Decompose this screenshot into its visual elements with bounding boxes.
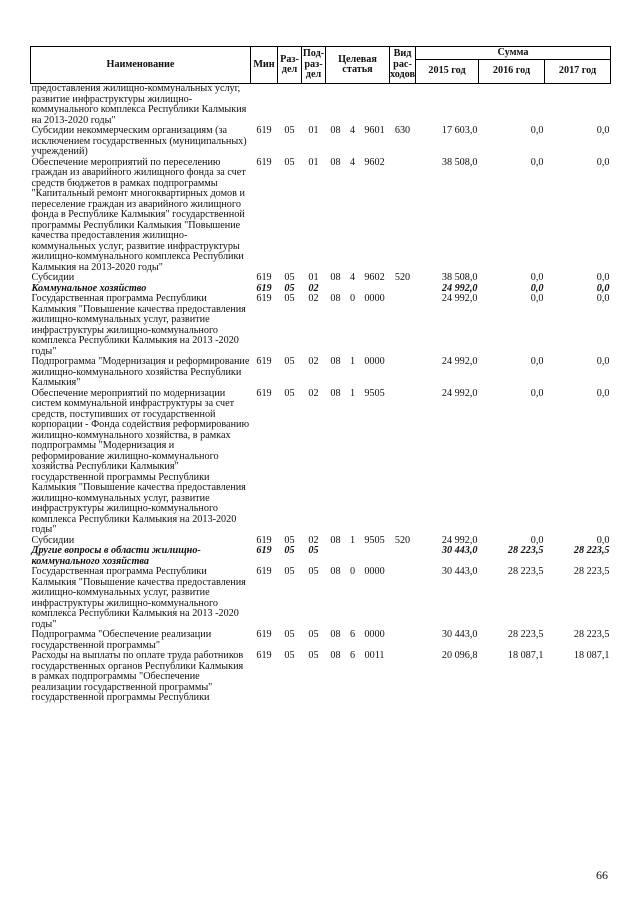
row-2016: 0,0 <box>530 125 544 136</box>
page-number: 66 <box>596 868 608 882</box>
row-min: 619 <box>256 629 272 640</box>
row-podrazdel: 02 <box>308 387 319 399</box>
row-target-3: 0000 <box>364 293 385 304</box>
row-target-2: 6 <box>349 650 356 661</box>
row-2016: 0,0 <box>530 534 544 546</box>
table-row <box>31 546 611 567</box>
header-vid: Вид рас- ходов <box>390 47 416 84</box>
row-target-2 <box>346 84 360 127</box>
row-vid: 520 <box>394 534 411 546</box>
row-2015: 24 992,0 <box>441 387 478 399</box>
table-row <box>31 357 611 389</box>
row-razdel: 05 <box>284 125 295 136</box>
row-razdel: 05 <box>284 650 295 661</box>
row-2016: 0,0 <box>530 387 544 399</box>
row-target-1: 08 <box>330 629 341 640</box>
row-name: Субсидии некоммерческим организациям (за исключением государственных (муниципальных) учреждений) <box>31 125 247 157</box>
row-min: 619 <box>256 534 272 546</box>
row-razdel: 05 <box>284 566 295 577</box>
row-podrazdel: 05 <box>308 629 319 640</box>
table-row <box>31 126 611 158</box>
table-row <box>31 273 611 284</box>
row-2017 <box>545 84 611 127</box>
row-razdel: 05 <box>284 629 295 640</box>
row-2015: 30 443,0 <box>441 629 478 640</box>
row-target-3: 0000 <box>364 566 385 577</box>
row-target-1 <box>326 546 346 567</box>
row-name: предоставления жилищно-коммунальных услуг, развитие инфраструктуры жилищно-коммунального комплекса Республики Калмыкия на 2013-2020 годы" <box>31 83 247 126</box>
row-target-3 <box>360 546 390 567</box>
row-name: Коммунальное хозяйство <box>31 282 147 294</box>
row-name: Государственная программа Республики Калмыкия "Повышение качества предоставления жилищно-коммунальных услуг, развитие инфраструктуры жилищно-коммунального комплекса Республики Калмыкия на 2013 -2020 годы" <box>31 566 246 630</box>
row-podrazdel: 02 <box>308 356 319 367</box>
row-min <box>251 84 278 127</box>
row-2016: 0,0 <box>530 156 544 168</box>
row-podrazdel: 05 <box>308 566 319 577</box>
row-target-2: 1 <box>349 534 356 546</box>
table-row <box>31 158 611 274</box>
row-min: 619 <box>256 566 272 577</box>
row-razdel <box>278 84 302 127</box>
row-target-1: 08 <box>330 534 341 546</box>
row-2016: 0,0 <box>530 356 544 367</box>
header-2017: 2017 год <box>545 60 611 84</box>
row-vid <box>390 567 416 630</box>
row-2015: 38 508,0 <box>441 272 478 283</box>
row-2015: 24 992,0 <box>441 293 478 304</box>
row-2017: 0,0 <box>596 282 610 294</box>
table-row <box>31 651 611 704</box>
row-target-2: 1 <box>349 356 356 367</box>
row-2017: 28 223,5 <box>573 629 610 640</box>
table-row <box>31 294 611 357</box>
row-vid <box>390 284 416 295</box>
row-target-1: 08 <box>330 272 341 283</box>
row-target-2: 4 <box>349 156 356 168</box>
row-vid <box>390 651 416 704</box>
row-2017: 0,0 <box>596 125 610 136</box>
row-2015: 30 443,0 <box>441 545 478 556</box>
row-name: Обеспечение мероприятий по модернизации систем коммунальной инфраструктуры за счет средств, поступивших от государственной корпорации - Фонда содействия реформированию жилищно-коммунального хозяйства, в рамках подпрограммы "Модернизация и реформирование жилищно-коммунального хозяйства Республики Калмыкия" государственной программы Республики Калмыкия "Повышение качества предоставления жилищно-коммунальных услуг, развитие инфраструктуры жилищно-коммунального комплекса Республики Калмыкия на 2013-2020 годы" <box>31 387 250 535</box>
row-target-2: 1 <box>349 387 356 399</box>
row-podrazdel: 02 <box>308 534 319 546</box>
row-podrazdel: 05 <box>308 545 319 556</box>
row-target-1: 08 <box>330 156 341 168</box>
row-target-3: 0011 <box>364 650 385 661</box>
row-name: Расходы на выплаты по оплате труда работников государственных органов Республики Калмыкия в рамках подпрограммы "Обеспечение реализации государственной программы" государственной программы Республики <box>31 650 244 703</box>
row-2017: 0,0 <box>596 293 610 304</box>
row-target-2: 0 <box>349 566 356 577</box>
row-min: 619 <box>256 387 272 399</box>
row-razdel: 05 <box>284 387 295 399</box>
row-min: 619 <box>256 156 272 168</box>
row-vid <box>390 546 416 567</box>
row-2015: 24 992,0 <box>441 282 478 294</box>
header-name: Наименование <box>31 47 251 84</box>
row-2016 <box>479 84 545 127</box>
row-target-2: 4 <box>349 272 356 283</box>
row-podrazdel: 01 <box>308 272 319 283</box>
row-2017: 0,0 <box>596 356 610 367</box>
row-vid <box>390 630 416 651</box>
row-podrazdel: 02 <box>308 282 319 294</box>
row-2015: 30 443,0 <box>441 566 478 577</box>
row-2017: 0,0 <box>596 534 610 546</box>
row-target-3: 9602 <box>364 156 385 168</box>
row-podrazdel: 01 <box>308 125 319 136</box>
row-podrazdel <box>302 84 326 127</box>
row-target-3: 0000 <box>364 629 385 640</box>
row-vid: 630 <box>394 125 411 136</box>
row-target-3 <box>360 84 390 127</box>
row-target-3: 9601 <box>364 125 385 136</box>
row-podrazdel: 05 <box>308 650 319 661</box>
row-razdel: 05 <box>284 545 295 556</box>
row-2016: 18 087,1 <box>507 650 544 661</box>
header-2016: 2016 год <box>479 60 545 84</box>
row-min: 619 <box>256 293 272 304</box>
row-2015: 20 096,8 <box>441 650 478 661</box>
row-target-1: 08 <box>330 387 341 399</box>
header-sum: Сумма <box>416 47 611 60</box>
row-target-3: 9602 <box>364 272 385 283</box>
row-min: 619 <box>256 545 272 556</box>
row-target-1: 08 <box>330 650 341 661</box>
row-target-3: 9505 <box>364 534 385 546</box>
header-2015: 2015 год <box>416 60 479 84</box>
row-target-1: 08 <box>330 293 341 304</box>
row-target-2: 4 <box>349 125 356 136</box>
row-target-1 <box>326 84 346 127</box>
row-name: Подпрограмма "Модернизация и реформирование жилищно-коммунального хозяйства Республики Калмыкия" <box>31 356 250 388</box>
row-min: 619 <box>256 125 272 136</box>
row-2016: 28 223,5 <box>507 545 544 556</box>
row-vid <box>390 84 416 127</box>
row-razdel: 05 <box>284 534 295 546</box>
row-vid <box>390 357 416 389</box>
header-podrazdel: Под- раз- дел <box>302 47 326 84</box>
row-name: Субсидии <box>31 534 75 546</box>
row-target-2 <box>346 546 360 567</box>
row-2015: 17 603,0 <box>441 125 478 136</box>
table-row <box>31 630 611 651</box>
row-razdel: 05 <box>284 282 295 294</box>
row-vid: 520 <box>394 272 411 283</box>
row-podrazdel: 02 <box>308 293 319 304</box>
row-min: 619 <box>256 282 272 294</box>
table-row <box>31 84 611 127</box>
row-razdel: 05 <box>284 156 295 168</box>
row-min: 619 <box>256 272 272 283</box>
row-min: 619 <box>256 650 272 661</box>
row-2015: 24 992,0 <box>441 356 478 367</box>
row-name: Государственная программа Республики Калмыкия "Повышение качества предоставления жилищно-коммунальных услуг, развитие инфраструктуры жилищно-коммунального комплекса Республики Калмыкия на 2013 -2020 годы" <box>31 293 246 357</box>
budget-table <box>30 46 611 704</box>
row-2016: 0,0 <box>530 272 544 283</box>
row-name: Другие вопросы в области жилищно-коммунального хозяйства <box>31 545 201 567</box>
row-2016: 28 223,5 <box>507 566 544 577</box>
row-name: Подпрограмма "Обеспечение реализации государственной программы" <box>31 629 212 651</box>
row-2017: 28 223,5 <box>573 545 610 556</box>
row-2015: 38 508,0 <box>441 156 478 168</box>
row-podrazdel: 01 <box>308 156 319 168</box>
row-2017: 0,0 <box>596 272 610 283</box>
header-target: Целевая статья <box>326 47 390 84</box>
row-razdel: 05 <box>284 272 295 283</box>
row-target-1: 08 <box>330 566 341 577</box>
row-2017: 0,0 <box>596 156 610 168</box>
row-razdel: 05 <box>284 293 295 304</box>
row-2015: 24 992,0 <box>441 534 478 546</box>
row-target-3: 9505 <box>364 387 385 399</box>
table-body <box>31 84 611 704</box>
row-target-3: 0000 <box>364 356 385 367</box>
table-header <box>31 47 611 84</box>
header-min: Мин <box>251 47 278 84</box>
row-2015 <box>416 84 479 127</box>
row-2017: 28 223,5 <box>573 566 610 577</box>
row-target-2: 0 <box>349 293 356 304</box>
row-target-1: 08 <box>330 125 341 136</box>
row-2016: 0,0 <box>530 293 544 304</box>
row-target-2: 6 <box>349 629 356 640</box>
row-2017: 0,0 <box>596 387 610 399</box>
row-vid <box>390 294 416 357</box>
row-name: Субсидии <box>31 272 75 283</box>
table-row <box>31 567 611 630</box>
header-razdel: Раз- дел <box>278 47 302 84</box>
row-name: Обеспечение мероприятий по переселению граждан из аварийного жилищного фонда за счет средств бюджетов в рамках подпрограммы "Капитальный ремонт многоквартирных домов и переселение граждан из аварийного жилищного фонда в Республике Калмыкия" государственной программы Республики Калмыкия "Повышение качества предоставления жилищно-коммунальных услуг, развитие инфраструктуры жилищно-коммунального комплекса Республики Калмыкия на 2013-2020 годы" <box>31 156 246 273</box>
row-2016: 28 223,5 <box>507 629 544 640</box>
row-2017: 18 087,1 <box>573 650 610 661</box>
row-2016: 0,0 <box>530 282 544 294</box>
row-target-1: 08 <box>330 356 341 367</box>
row-vid <box>390 389 416 536</box>
row-min: 619 <box>256 356 272 367</box>
row-razdel: 05 <box>284 356 295 367</box>
table-row <box>31 389 611 536</box>
row-vid <box>390 158 416 274</box>
